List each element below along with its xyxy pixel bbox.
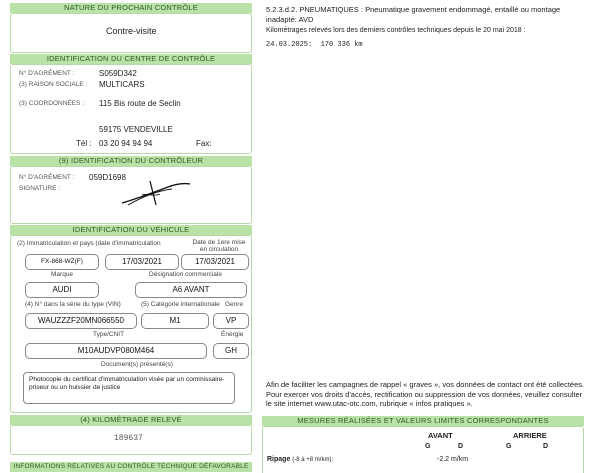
date-mise-field: 17/03/2021 bbox=[181, 254, 249, 270]
controleur-agrement: 059D1698 bbox=[89, 173, 126, 182]
vehicule-title: IDENTIFICATION DU VÉHICULE bbox=[10, 225, 252, 235]
mesures-arriere-g: G bbox=[506, 443, 512, 450]
docs-label: Document(s) présenté(s) bbox=[101, 361, 173, 368]
centre-tel-label: Tél : bbox=[76, 139, 92, 148]
prochain-title: NATURE DU PROCHAIN CONTRÔLE bbox=[10, 3, 252, 13]
mesures-avant-g: G bbox=[425, 443, 431, 450]
rappel-text: Afin de faciliter les campagnes de rappel « graves », vos données de contact ont été collectées. Pour exercer vos droits d'accès, rectification ou suppression de vos données, veuillez consulter le site internet www.utac-otc.com, rubrique « infos pratiques ». bbox=[266, 380, 585, 408]
ripage-label: Ripage bbox=[267, 456, 291, 463]
immat-field: FX-868-WZ(F) bbox=[25, 254, 99, 270]
mesures-box bbox=[262, 426, 584, 473]
type-label: Type/CNIT bbox=[93, 331, 125, 338]
km-title: (4) KILOMÉTRAGE RELEVÉ bbox=[10, 415, 252, 425]
date-immat-field: 17/03/2021 bbox=[105, 254, 179, 270]
genre-label: Genre bbox=[225, 301, 244, 308]
centre-address2: 59175 VENDEVILLE bbox=[99, 125, 173, 134]
defaut-code: 5.2.3.d.2. PNEUMATIQUES : bbox=[266, 5, 363, 14]
mise-caption: Date de 1ere mise en circulation bbox=[192, 239, 246, 253]
denom-label: Désignation commerciale bbox=[149, 271, 222, 278]
vin-field: WAUZZZF20MN066550 bbox=[25, 313, 137, 329]
denom-field: A6 AVANT bbox=[135, 282, 247, 298]
ripage-range: (-8 à +8 m/km): bbox=[292, 457, 334, 463]
mesures-avant: AVANT bbox=[428, 431, 453, 440]
km-box bbox=[10, 425, 252, 455]
categorie-label: (5) Catégorie internationale bbox=[141, 301, 220, 308]
mesures-avant-d: D bbox=[458, 443, 464, 450]
mesures-arriere: ARRIERE bbox=[513, 431, 547, 440]
marque-field: AUDI bbox=[25, 282, 99, 298]
genre-field: VP bbox=[213, 313, 249, 329]
ripage-value: -2.2 m/km bbox=[437, 456, 469, 463]
centre-fax-label: Fax: bbox=[196, 139, 212, 148]
type-field: M10AUDVP080M464 bbox=[25, 343, 207, 359]
controleur-title: (9) IDENTIFICATION DU CONTRÔLEUR bbox=[10, 156, 252, 166]
marque-label: Marque bbox=[51, 271, 74, 278]
centre-address1: 115 Bis route de Seclin bbox=[99, 99, 181, 108]
centre-tel: 03 20 94 94 94 bbox=[99, 139, 153, 148]
vehicule-box bbox=[10, 235, 252, 413]
controleur-box bbox=[10, 166, 252, 224]
controleur-agrement-label: N° D'AGRÉMENT : bbox=[19, 174, 75, 181]
docs-field: Photocopie du certificat d'immatriculation visée par un commissaire-priseur ou un huissier de justice bbox=[23, 372, 235, 404]
signature-scribble bbox=[116, 177, 196, 209]
centre-title: IDENTIFICATION DU CENTRE DE CONTRÔLE bbox=[10, 54, 252, 64]
centre-agrement: S059D342 bbox=[99, 69, 137, 78]
defaut-block bbox=[266, 5, 586, 24]
centre-coord-label: (3) COORDONNÉES : bbox=[19, 100, 85, 107]
immat-caption: (2) Immatriculation et pays (date d'immatriculation bbox=[17, 240, 161, 247]
categorie-field: M1 bbox=[141, 313, 209, 329]
mesures-arriere-d: D bbox=[543, 443, 549, 450]
prochain-value: Contre-visite bbox=[106, 26, 157, 36]
controleur-signature-label: SIGNATURE : bbox=[19, 185, 61, 192]
centre-agrement-label: N° D'AGRÉMENT : bbox=[19, 70, 75, 77]
centre-raison: MULTICARS bbox=[99, 80, 145, 89]
km-releves-entry: 24.03.2025: 170 336 km bbox=[266, 41, 363, 49]
centre-box bbox=[10, 64, 252, 154]
prochain-box bbox=[10, 13, 252, 53]
vin-label: (4) N° dans la série du type (VIN) bbox=[25, 301, 121, 308]
defaut-desc: Pneumatique gravement endommagé, entaillé ou montage inadapté: AVD bbox=[266, 5, 561, 24]
centre-raison-label: (3) RAISON SOCIALE : bbox=[19, 81, 88, 88]
km-releves-title: Kilométrages relevés lors des derniers contrôles techniques depuis le 20 mai 2018 : bbox=[266, 27, 526, 34]
energie-label: Énergie bbox=[221, 331, 244, 338]
ripage-label-row bbox=[267, 456, 333, 463]
mesures-title: MESURES RÉALISÉES ET VALEURS LIMITES CORRESPONDANTES bbox=[262, 416, 584, 426]
km-value: 189637 bbox=[114, 434, 143, 443]
bottom-band: INFORMATIONS RELATIVES AU CONTRÔLE TECHNIQUE DÉFAVORABLE bbox=[10, 462, 252, 472]
energie-field: GH bbox=[213, 343, 249, 359]
